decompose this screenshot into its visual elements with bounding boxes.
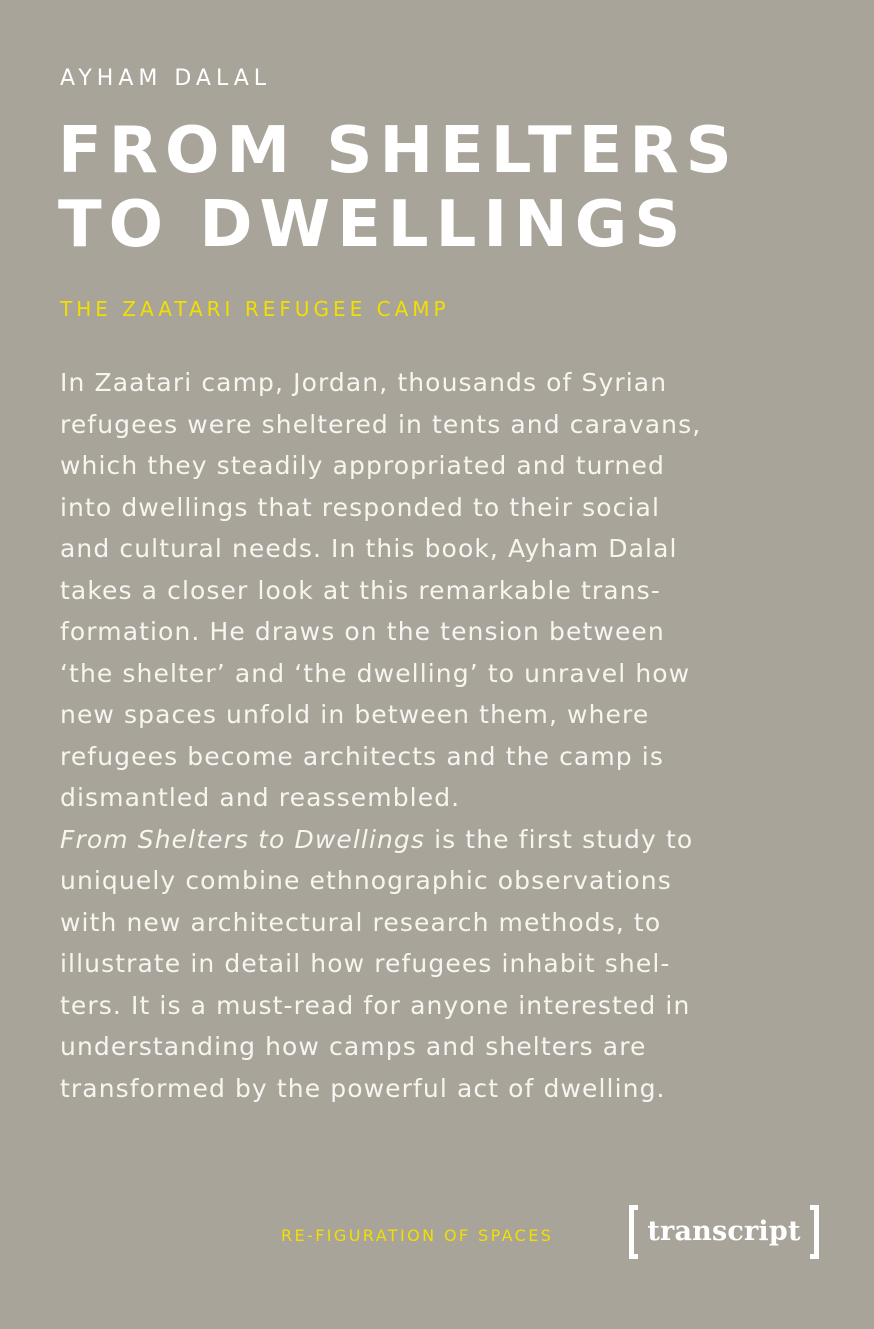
blurb-line: refugees were sheltered in tents and caravans,: [60, 409, 702, 439]
series-name: RE-FIGURATION OF SPACES: [281, 1226, 554, 1245]
blurb-line: which they steadily appropriated and turned: [60, 451, 665, 480]
blurb-line: understanding how camps and shelters are: [60, 1032, 647, 1061]
blurb-line: refugees become architects and the camp is: [60, 741, 664, 771]
blurb-italic-title: From Shelters to Dwellings: [60, 824, 426, 854]
title-line-2: TO DWELLINGS: [58, 188, 688, 262]
blurb-line: transformed by the powerful act of dwelling.: [60, 1073, 666, 1103]
title-line-1: FROM SHELTERS: [58, 114, 739, 188]
author-name: AYHAM DALAL: [60, 66, 272, 91]
blurb-line: In Zaatari camp, Jordan, thousands of Syrian: [60, 368, 668, 397]
blurb-line-rest: is the first study to: [425, 824, 694, 854]
book-title: [58, 114, 739, 262]
blurb-line: uniquely combine ethnographic observations: [60, 866, 672, 895]
blurb-line-with-italic-title: [60, 819, 820, 861]
right-bracket-icon: [810, 1205, 819, 1259]
left-bracket-icon: [629, 1205, 638, 1259]
blurb-line: ters. It is a must-read for anyone interested in: [60, 990, 691, 1020]
publisher-name: transcript: [647, 1215, 801, 1247]
blurb-line: dismantled and reassembled.: [60, 783, 461, 812]
book-subtitle: THE ZAATARI REFUGEE CAMP: [60, 297, 450, 321]
blurb-line: ‘the shelter’ and ‘the dwelling’ to unravel how: [60, 658, 691, 688]
blurb-line: with new architectural research methods, to: [60, 907, 662, 937]
back-cover-blurb: [60, 362, 820, 1109]
blurb-line: into dwellings that responded to their social: [60, 492, 661, 522]
blurb-line: and cultural needs. In this book, Ayham Dalal: [60, 534, 678, 563]
blurb-line: new spaces unfold in between them, where: [60, 700, 650, 729]
blurb-line: takes a closer look at this remarkable trans-: [60, 575, 661, 605]
blurb-line: formation. He draws on the tension between: [60, 617, 665, 646]
publisher-logo: [629, 1205, 819, 1259]
blurb-line: illustrate in detail how refugees inhabit shel-: [60, 949, 671, 978]
